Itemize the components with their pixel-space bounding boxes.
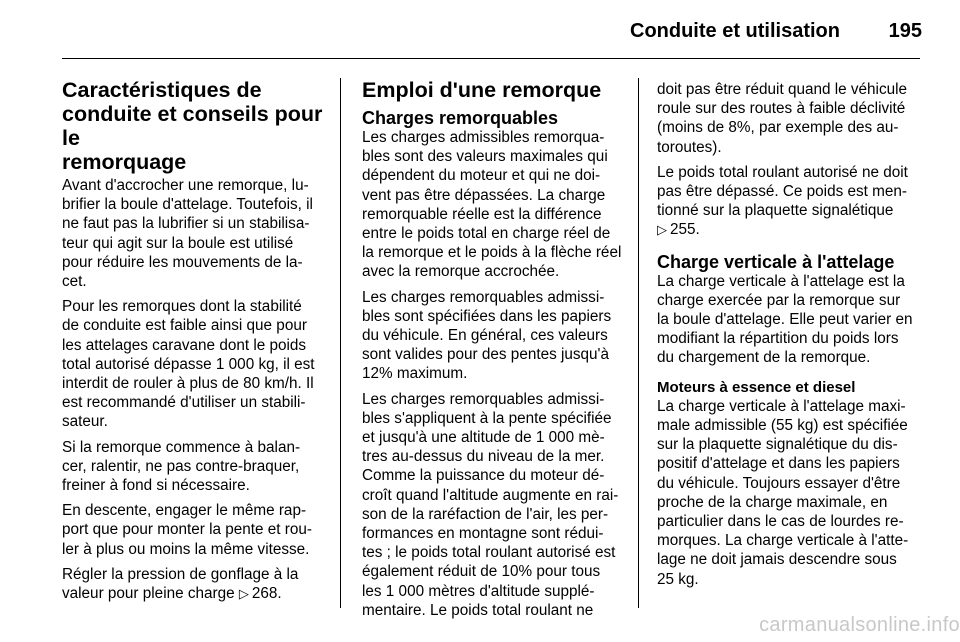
paragraph: Les charges remorquables admissi- bles sont spécifiées dans les papiers du véhicule. En général, ces valeurs sont valides pour des pentes jusqu'à 12% maximum. <box>362 288 612 383</box>
page-reference-arrow-icon: ▷ <box>238 586 249 602</box>
paragraph: La charge verticale à l'attelage maxi- male admissible (55 kg) est spécifiée sur la plaquette signalétique du dis- positif d'attelage et dans les papiers du véhicule. Toujours essayer d'être proche de la charge maximale, en particulier dans le cas de lourdes re- morques. La charge verticale à l'atte- lage ne doit jamais descendre sous 25 kg. <box>657 397 909 588</box>
paragraph: doit pas être réduit quand le véhicule roule sur des routes à faible déclivité (moins de 8%, par exemple des au- toroutes). <box>657 81 908 156</box>
page-reference-link[interactable]: 255. <box>670 221 700 239</box>
column-divider-left <box>340 78 341 608</box>
subheading-vertical-load: Charge verticale à l'attelage <box>657 251 895 272</box>
header-divider <box>62 58 920 59</box>
chapter-title: Conduite et utilisation <box>630 20 840 42</box>
paragraph: En descente, engager le même rap- port que pour monter la pente et rou- ler à plus ou moins la même vitesse. <box>62 502 313 558</box>
column-right <box>657 80 921 595</box>
paragraph-text: Régler la pression de gonflage à la valeur pour pleine charge <box>62 565 299 603</box>
section-heading-trailer-use: Emploi d'une remorque <box>362 78 602 102</box>
paragraph: Les charges remorquables admissi- bles s'appliquent à la pente spécifiée et jusqu'à une altitude de 1 000 mè- tres au-dessus du niveau de la mer. Comme la puissance du moteur dé- croît quand l'altitude augmente en rai- son de la raréfaction de l'air, les per- formances en montagne sont rédui- tes ; le poids total roulant autorisé est également réduit de 10% pour tous les 1 000 mètres d'altitude supplé- mentaire. Le poids total roulant ne <box>362 390 619 619</box>
paragraph: Pour les remorques dont la stabilité de conduite est faible ainsi que pour les attelages caravane dont le poids total autorisé dépasse 1 000 kg, il est interdit de rouler à plus de 80 km/h. Il est recommandé d'utiliser un stabili- sateur. <box>62 298 315 431</box>
column-left <box>62 78 324 609</box>
watermark: carmanualsonline.info <box>759 614 960 636</box>
subheading-trailer-loads: Charges remorquables <box>362 108 559 128</box>
column-divider-right <box>638 78 639 608</box>
page-reference-arrow-icon: ▷ <box>657 222 667 238</box>
paragraph-tyre-pressure <box>62 565 324 603</box>
paragraph-gross-weight <box>657 163 921 240</box>
paragraph: La charge verticale à l'attelage est la charge exercée par la remorque sur la boule d'attelage. Elle peut varier en modifiant la répartition du poids lors du chargement de la remorque. <box>657 272 913 367</box>
column-middle <box>362 78 624 626</box>
page-number: 195 <box>888 20 922 42</box>
paragraph: Si la remorque commence à balan- cer, ralentir, ne pas contre-braquer, freiner à fond si nécessaire. <box>62 438 301 495</box>
subheading-engines: Moteurs à essence et diesel <box>657 378 856 396</box>
page-reference-link[interactable]: 268. <box>251 585 282 603</box>
section-heading-towing-tips: Caractéristiques de conduite et conseils pour le remorquage <box>62 78 323 174</box>
paragraph: Avant d'accrocher une remorque, lu- brifier la boule d'attelage. Toutefois, il ne faut pas la lubrifier si un stabilisa- teur qui agit sur la boule est utilisé pour réduire les mouvements de la- cet. <box>62 177 313 291</box>
paragraph: Les charges admissibles remorqua- bles sont des valeurs maximales qui dépendent du moteur et qui ne doi- vent pas être dépassées. La charge remorquable réelle est la différence entre le poids total en charge réel de la remorque et le poids à la flèche réel avec la remorque accrochée. <box>362 129 622 281</box>
paragraph-text: Le poids total roulant autorisé ne doit pas être dépassé. Ce poids est men- tionné sur la plaquette signalétique <box>657 163 908 220</box>
